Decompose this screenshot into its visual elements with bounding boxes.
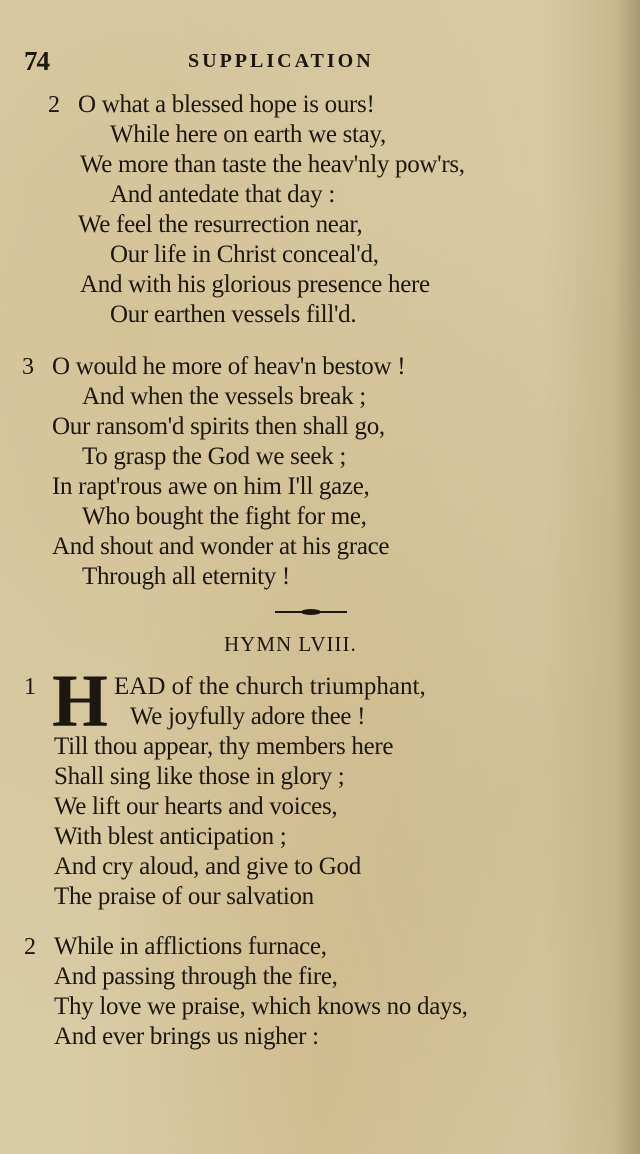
verse-line: EAD of the church triumphant, <box>114 673 426 700</box>
verse-line: We more than taste the heav'nly pow'rs, <box>80 151 465 178</box>
verse-line: And ever brings us nigher : <box>54 1023 319 1050</box>
verse-line: Our earthen vessels fill'd. <box>110 301 357 328</box>
hymn-title: HYMN LVIII. <box>224 632 357 656</box>
verse-line: And with his glorious presence here <box>80 271 430 298</box>
verse-line: To grasp the God we seek ; <box>82 443 346 470</box>
verse-line: And shout and wonder at his grace <box>52 533 390 560</box>
verse-number: 2 <box>48 92 60 118</box>
verse-line: Till thou appear, thy members here <box>54 733 394 760</box>
verse-line: We lift our hearts and voices, <box>54 793 338 820</box>
verse-line: And when the vessels break ; <box>82 383 366 410</box>
section-title: SUPPLICATION <box>188 50 374 72</box>
verse-line: The praise of our salvation <box>54 883 314 910</box>
verse-line: And passing through the fire, <box>54 963 338 990</box>
verse-number: 1 <box>24 674 36 700</box>
verse-line: Our ransom'd spirits then shall go, <box>52 413 385 440</box>
drop-cap: H <box>52 659 109 743</box>
running-head <box>0 46 640 80</box>
verse-line: We joyfully adore thee ! <box>130 703 366 730</box>
verse-line: O would he more of heav'n bestow ! <box>52 353 406 380</box>
verse-number: 2 <box>24 934 36 960</box>
verse-line: With blest anticipation ; <box>54 823 287 850</box>
verse-line: Shall sing like those in glory ; <box>54 763 345 790</box>
verse-line: And antedate that day : <box>110 181 335 208</box>
verse-line: O what a blessed hope is ours! <box>78 91 375 118</box>
page-number: 74 <box>24 46 49 76</box>
verse-number: 3 <box>22 354 34 380</box>
verse-line: And cry aloud, and give to God <box>54 853 361 880</box>
verse-line: Through all eternity ! <box>82 563 290 590</box>
verse-line: Thy love we praise, which knows no days, <box>54 993 468 1020</box>
ornamental-rule-icon <box>275 609 347 615</box>
verse-line: In rapt'rous awe on him I'll gaze, <box>52 473 370 500</box>
verse-line: While here on earth we stay, <box>110 121 386 148</box>
verse-line: We feel the resurrection near, <box>78 211 363 238</box>
verse-line: Our life in Christ conceal'd, <box>110 241 379 268</box>
verse-line: While in afflictions furnace, <box>54 933 327 960</box>
verse-line: Who bought the fight for me, <box>82 503 367 530</box>
